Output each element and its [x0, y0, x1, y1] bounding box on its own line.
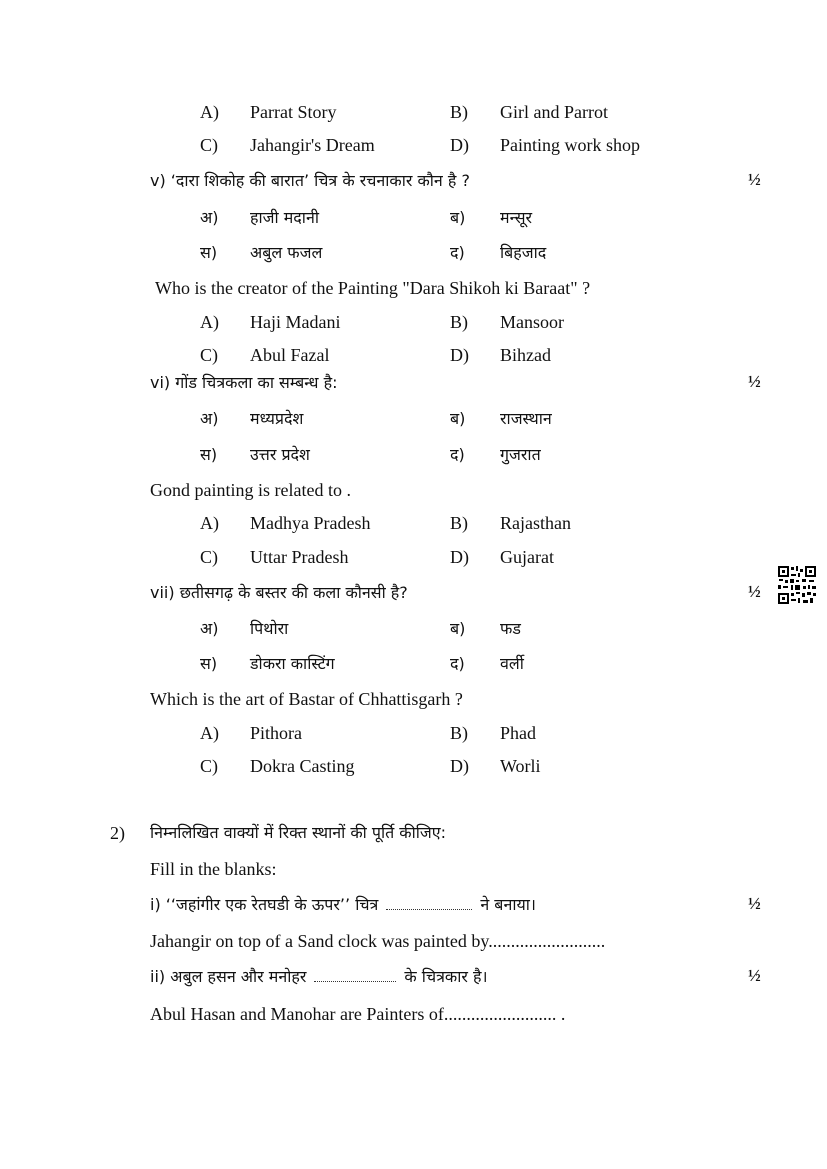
question-mark: ½ — [748, 372, 761, 391]
option-label: B) — [450, 513, 468, 533]
option-text: Pithora — [250, 723, 302, 743]
option-label: अ) — [200, 208, 219, 227]
blank-line — [386, 899, 472, 910]
option-label: स) — [200, 654, 218, 673]
option-label: द) — [450, 445, 465, 464]
question-hindi: vi) गोंड चित्रकला का सम्बन्ध है: — [150, 373, 338, 392]
option-text: Uttar Pradesh — [250, 547, 349, 567]
option-text: मन्सूर — [500, 208, 533, 227]
question-mark: ½ — [748, 894, 761, 913]
question-number: 2) — [110, 823, 125, 843]
option-label: स) — [200, 243, 218, 262]
question-hindi: vii) छतीसगढ़ के बस्तर की कला कौनसी है? — [150, 583, 408, 602]
option-label: ब) — [450, 409, 466, 428]
fill-blank-hindi — [150, 894, 536, 916]
option-text: Bihzad — [500, 345, 551, 365]
question-english: Gond painting is related to . — [150, 480, 351, 500]
option-text: Parrat Story — [250, 102, 337, 122]
option-text: राजस्थान — [500, 409, 552, 428]
option-label: A) — [200, 723, 219, 743]
fill-blank-hindi — [150, 966, 488, 988]
option-text: Haji Madani — [250, 312, 341, 332]
option-label: A) — [200, 102, 219, 122]
option-label: C) — [200, 345, 218, 365]
option-label: C) — [200, 547, 218, 567]
blank-line — [314, 971, 396, 982]
option-label: अ) — [200, 409, 219, 428]
option-label: द) — [450, 243, 465, 262]
option-text: पिथोरा — [250, 619, 289, 638]
fill-blank-text-before: i) ‘‘जहांगीर एक रेतघडी के ऊपर’’ चित्र — [150, 895, 379, 914]
option-text: अबुल फजल — [250, 243, 323, 262]
option-label: ब) — [450, 619, 466, 638]
option-label: A) — [200, 513, 219, 533]
fill-blank-english: Abul Hasan and Manohar are Painters of......................... . — [150, 1004, 566, 1024]
option-text: Mansoor — [500, 312, 564, 332]
fill-blank-text-after: के चित्रकार है। — [404, 967, 488, 986]
question-mark: ½ — [748, 966, 761, 985]
option-text: Abul Fazal — [250, 345, 330, 365]
option-label: D) — [450, 135, 469, 155]
question-english: Which is the art of Bastar of Chhattisgarh ? — [150, 689, 463, 709]
question-hindi: v) ‘दारा शिकोह की बारात’ चित्र के रचनाकार कौन है ? — [150, 171, 470, 190]
option-text: Rajasthan — [500, 513, 571, 533]
option-label: अ) — [200, 619, 219, 638]
qr-code-icon — [777, 565, 817, 605]
option-text: बिहजाद — [500, 243, 547, 262]
option-text: फड — [500, 619, 521, 638]
option-label: D) — [450, 345, 469, 365]
option-label: B) — [450, 312, 468, 332]
option-text: गुजरात — [500, 445, 541, 464]
option-text: मध्यप्रदेश — [250, 409, 304, 428]
fill-blank-english: Jahangir on top of a Sand clock was painted by.......................... — [150, 931, 606, 951]
question-heading-english: Fill in the blanks: — [150, 859, 277, 879]
option-text: उत्तर प्रदेश — [250, 445, 310, 464]
option-label: A) — [200, 312, 219, 332]
fill-blank-text-after: ने बनाया। — [480, 895, 536, 914]
option-text: Painting work shop — [500, 135, 641, 155]
question-mark: ½ — [748, 170, 761, 189]
option-text: डोकरा कास्टिंग — [250, 654, 335, 673]
option-text: Phad — [500, 723, 536, 743]
option-label: C) — [200, 135, 218, 155]
question-english: Who is the creator of the Painting "Dara Shikoh ki Baraat" ? — [155, 278, 591, 298]
question-mark: ½ — [748, 582, 761, 601]
option-text: Madhya Pradesh — [250, 513, 371, 533]
option-label: स) — [200, 445, 218, 464]
option-label: B) — [450, 723, 468, 743]
option-label: द) — [450, 654, 465, 673]
option-label: ब) — [450, 208, 466, 227]
fill-blank-text-before: ii) अबुल हसन और मनोहर — [150, 967, 307, 986]
option-text: वर्ली — [500, 654, 524, 673]
option-label: C) — [200, 756, 218, 776]
option-text: Girl and Parrot — [500, 102, 608, 122]
question-heading-hindi: निम्नलिखित वाक्यों में रिक्त स्थानों की पूर्ति कीजिए: — [150, 823, 446, 842]
option-label: D) — [450, 547, 469, 567]
option-text: Gujarat — [500, 547, 554, 567]
option-label: D) — [450, 756, 469, 776]
option-text: हाजी मदानी — [250, 208, 319, 227]
option-label: B) — [450, 102, 468, 122]
option-text: Jahangir's Dream — [250, 135, 375, 155]
option-text: Worli — [500, 756, 541, 776]
option-text: Dokra Casting — [250, 756, 355, 776]
